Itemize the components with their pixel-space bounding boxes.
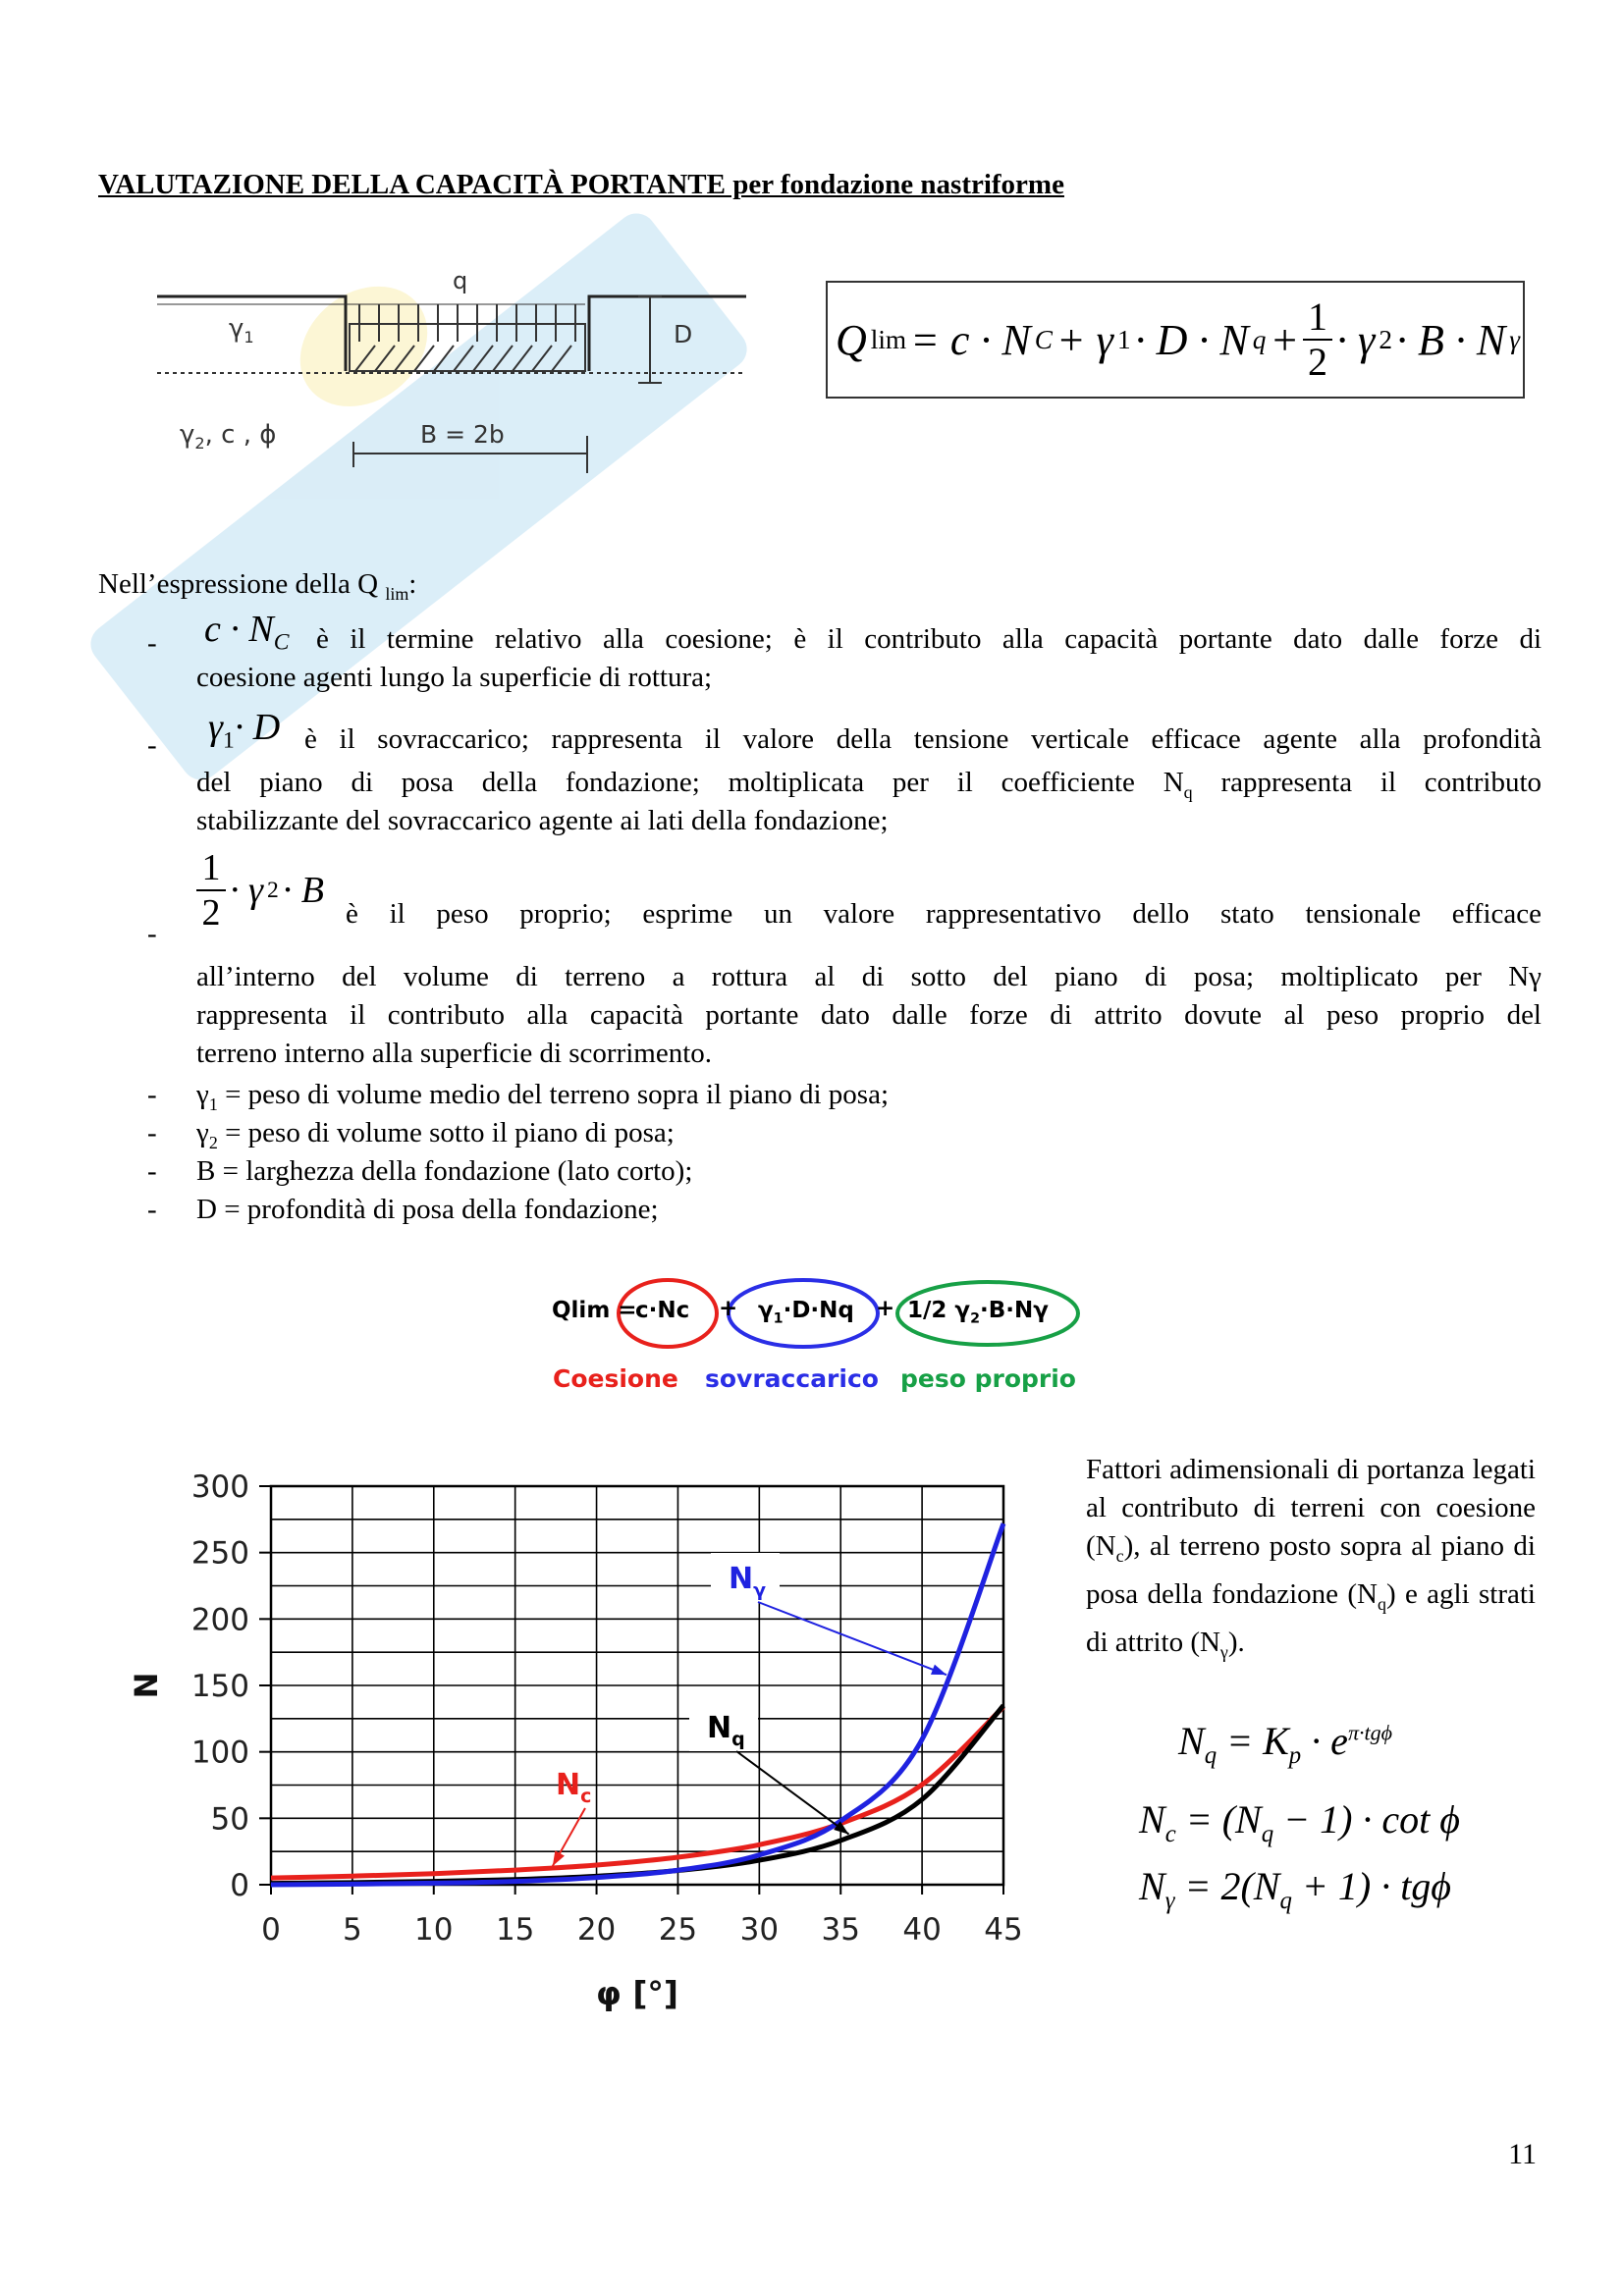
legend-coesione: Coesione xyxy=(553,1364,678,1393)
diagram-label-soil: $\gamma_2$, c , ϕ xyxy=(180,420,277,454)
list-item: - $c \cdot N_C$ è il termine relativo alla coesione; è il contributo alla capacità portante dato dalle forze di coesione agenti lungo la superficie di rottura; xyxy=(147,609,1542,693)
x-tick-label: 15 xyxy=(495,1912,535,1948)
foundation-diagram xyxy=(147,265,756,491)
formula-ngamma: $N_\gamma = 2(N_q + 1) \cdot tg\phi$ xyxy=(1139,1864,1452,1914)
chart-caption: Fattori adimensionali di portanza legati al contributo di terreni con coesione $(N_c)$, al terreno posto sopra al piano di posa della fondazione $(N_q)$ e agli strati di attrito $(N_\gamma)$. xyxy=(1086,1454,1536,1662)
x-tick-label: 45 xyxy=(984,1912,1023,1948)
legend-plus: + xyxy=(876,1296,895,1321)
list-item: - $\gamma_1\cdot D$ è il sovraccarico; rappresenta il valore della tensione verticale efficace agente alla profondità del piano di posa della fondazione; moltiplicata per il coefficiente $N_q$ rappresenta il contributo stabilizzante del sovraccarico agente ai lati della fondazione; xyxy=(147,707,1542,836)
x-tick-label: 5 xyxy=(343,1912,362,1948)
page-number: 11 xyxy=(1508,2138,1537,2170)
legend-peso: peso proprio xyxy=(900,1364,1076,1393)
series-arrow-Nc xyxy=(553,1850,565,1866)
x-tick-label: 40 xyxy=(902,1912,942,1948)
legend-nc: c·Nc xyxy=(635,1298,690,1323)
formula-nc: $N_c = (N_q - 1) \cdot \cot \phi$ xyxy=(1139,1797,1460,1847)
legend-ng: 1/2 $\gamma_2\cdot B\cdot N\gamma$ xyxy=(907,1298,1049,1327)
x-tick-label: 10 xyxy=(414,1912,454,1948)
series-line-Nq xyxy=(271,1705,1003,1883)
list-item: - $\gamma_2$ = peso di volume sotto il piano di posa; xyxy=(147,1117,675,1152)
diagram-label-B: B = 2b xyxy=(420,420,505,449)
legend-plus: + xyxy=(719,1296,738,1321)
series-label-Nγ: $N_\gamma$ xyxy=(729,1562,767,1601)
x-tick-label: 0 xyxy=(261,1912,281,1948)
legend-qlim: Qlim = xyxy=(552,1298,637,1323)
list-item: - D = profondità di posa della fondazione; xyxy=(147,1194,659,1225)
main-formula: Q lim = c · N C + γ 1 · D · N q + $\frac{1}{2}$ · γ 2 · B · N γ xyxy=(836,294,1521,384)
x-axis-label: φ [°] xyxy=(596,1974,678,2012)
series-leader-Nq xyxy=(736,1751,849,1835)
y-tick-label: 250 xyxy=(190,1535,249,1572)
y-tick-label: 100 xyxy=(190,1735,249,1771)
series-label-Nq: $N_q$ xyxy=(707,1711,745,1750)
list-item: - $\gamma_1$ = peso di volume medio del terreno sopra il piano di posa; xyxy=(147,1079,890,1114)
diagram-label-q: q xyxy=(453,267,468,294)
y-tick-label: 300 xyxy=(190,1469,249,1505)
legend-sovraccarico: sovraccarico xyxy=(705,1364,879,1393)
series-label-Nc: $N_c$ xyxy=(556,1768,592,1807)
bearing-capacity-chart xyxy=(118,1453,1041,2042)
series-arrow-Nγ xyxy=(931,1665,947,1676)
diagram-label-D: D xyxy=(674,320,693,348)
item3-formula: 1 2 · γ 2 · B xyxy=(196,846,324,934)
x-tick-label: 20 xyxy=(576,1912,617,1948)
x-tick-label: 25 xyxy=(658,1912,698,1948)
diagram-label-gamma1: $\gamma_1$ xyxy=(229,314,254,347)
series-leader-Nγ xyxy=(758,1602,947,1675)
list-item: - 1 2 · γ 2 · B è il peso proprio; esprime un valore rappresentativo dello stato tensionale efficace all’interno del volume di terreno a rottura al di sotto del piano di posa; moltiplicato per Nγ rappresenta il contributo alla capacità portante dato dalle forze di attrito dovute al peso proprio del terreno interno alla superficie di scorrimento. xyxy=(147,847,1542,1069)
page-title: VALUTAZIONE DELLA CAPACITÀ PORTANTE per fondazione nastriforme xyxy=(98,169,1064,200)
series-line-Nγ xyxy=(271,1523,1003,1885)
formula-nq: $N_q = K_p \cdot e^{\pi\cdot tg\phi}$ xyxy=(1178,1719,1392,1769)
x-tick-label: 35 xyxy=(821,1912,860,1948)
y-axis-label: N xyxy=(128,1672,165,1699)
item2-formula: $\gamma_1\cdot D$ xyxy=(208,707,281,754)
y-tick-label: 150 xyxy=(190,1669,249,1704)
legend-nq: $\gamma_1\cdot D\cdot Nq$ xyxy=(758,1298,854,1327)
item1-formula: $c \cdot N_C$ xyxy=(204,609,290,656)
y-tick-label: 200 xyxy=(190,1602,249,1638)
y-tick-label: 0 xyxy=(230,1868,249,1903)
y-tick-label: 50 xyxy=(210,1801,249,1838)
intro-line: Nell’espressione della Q $_{lim}$: xyxy=(98,568,417,604)
x-tick-label: 30 xyxy=(739,1912,780,1948)
list-item: - B = larghezza della fondazione (lato corto); xyxy=(147,1155,693,1187)
